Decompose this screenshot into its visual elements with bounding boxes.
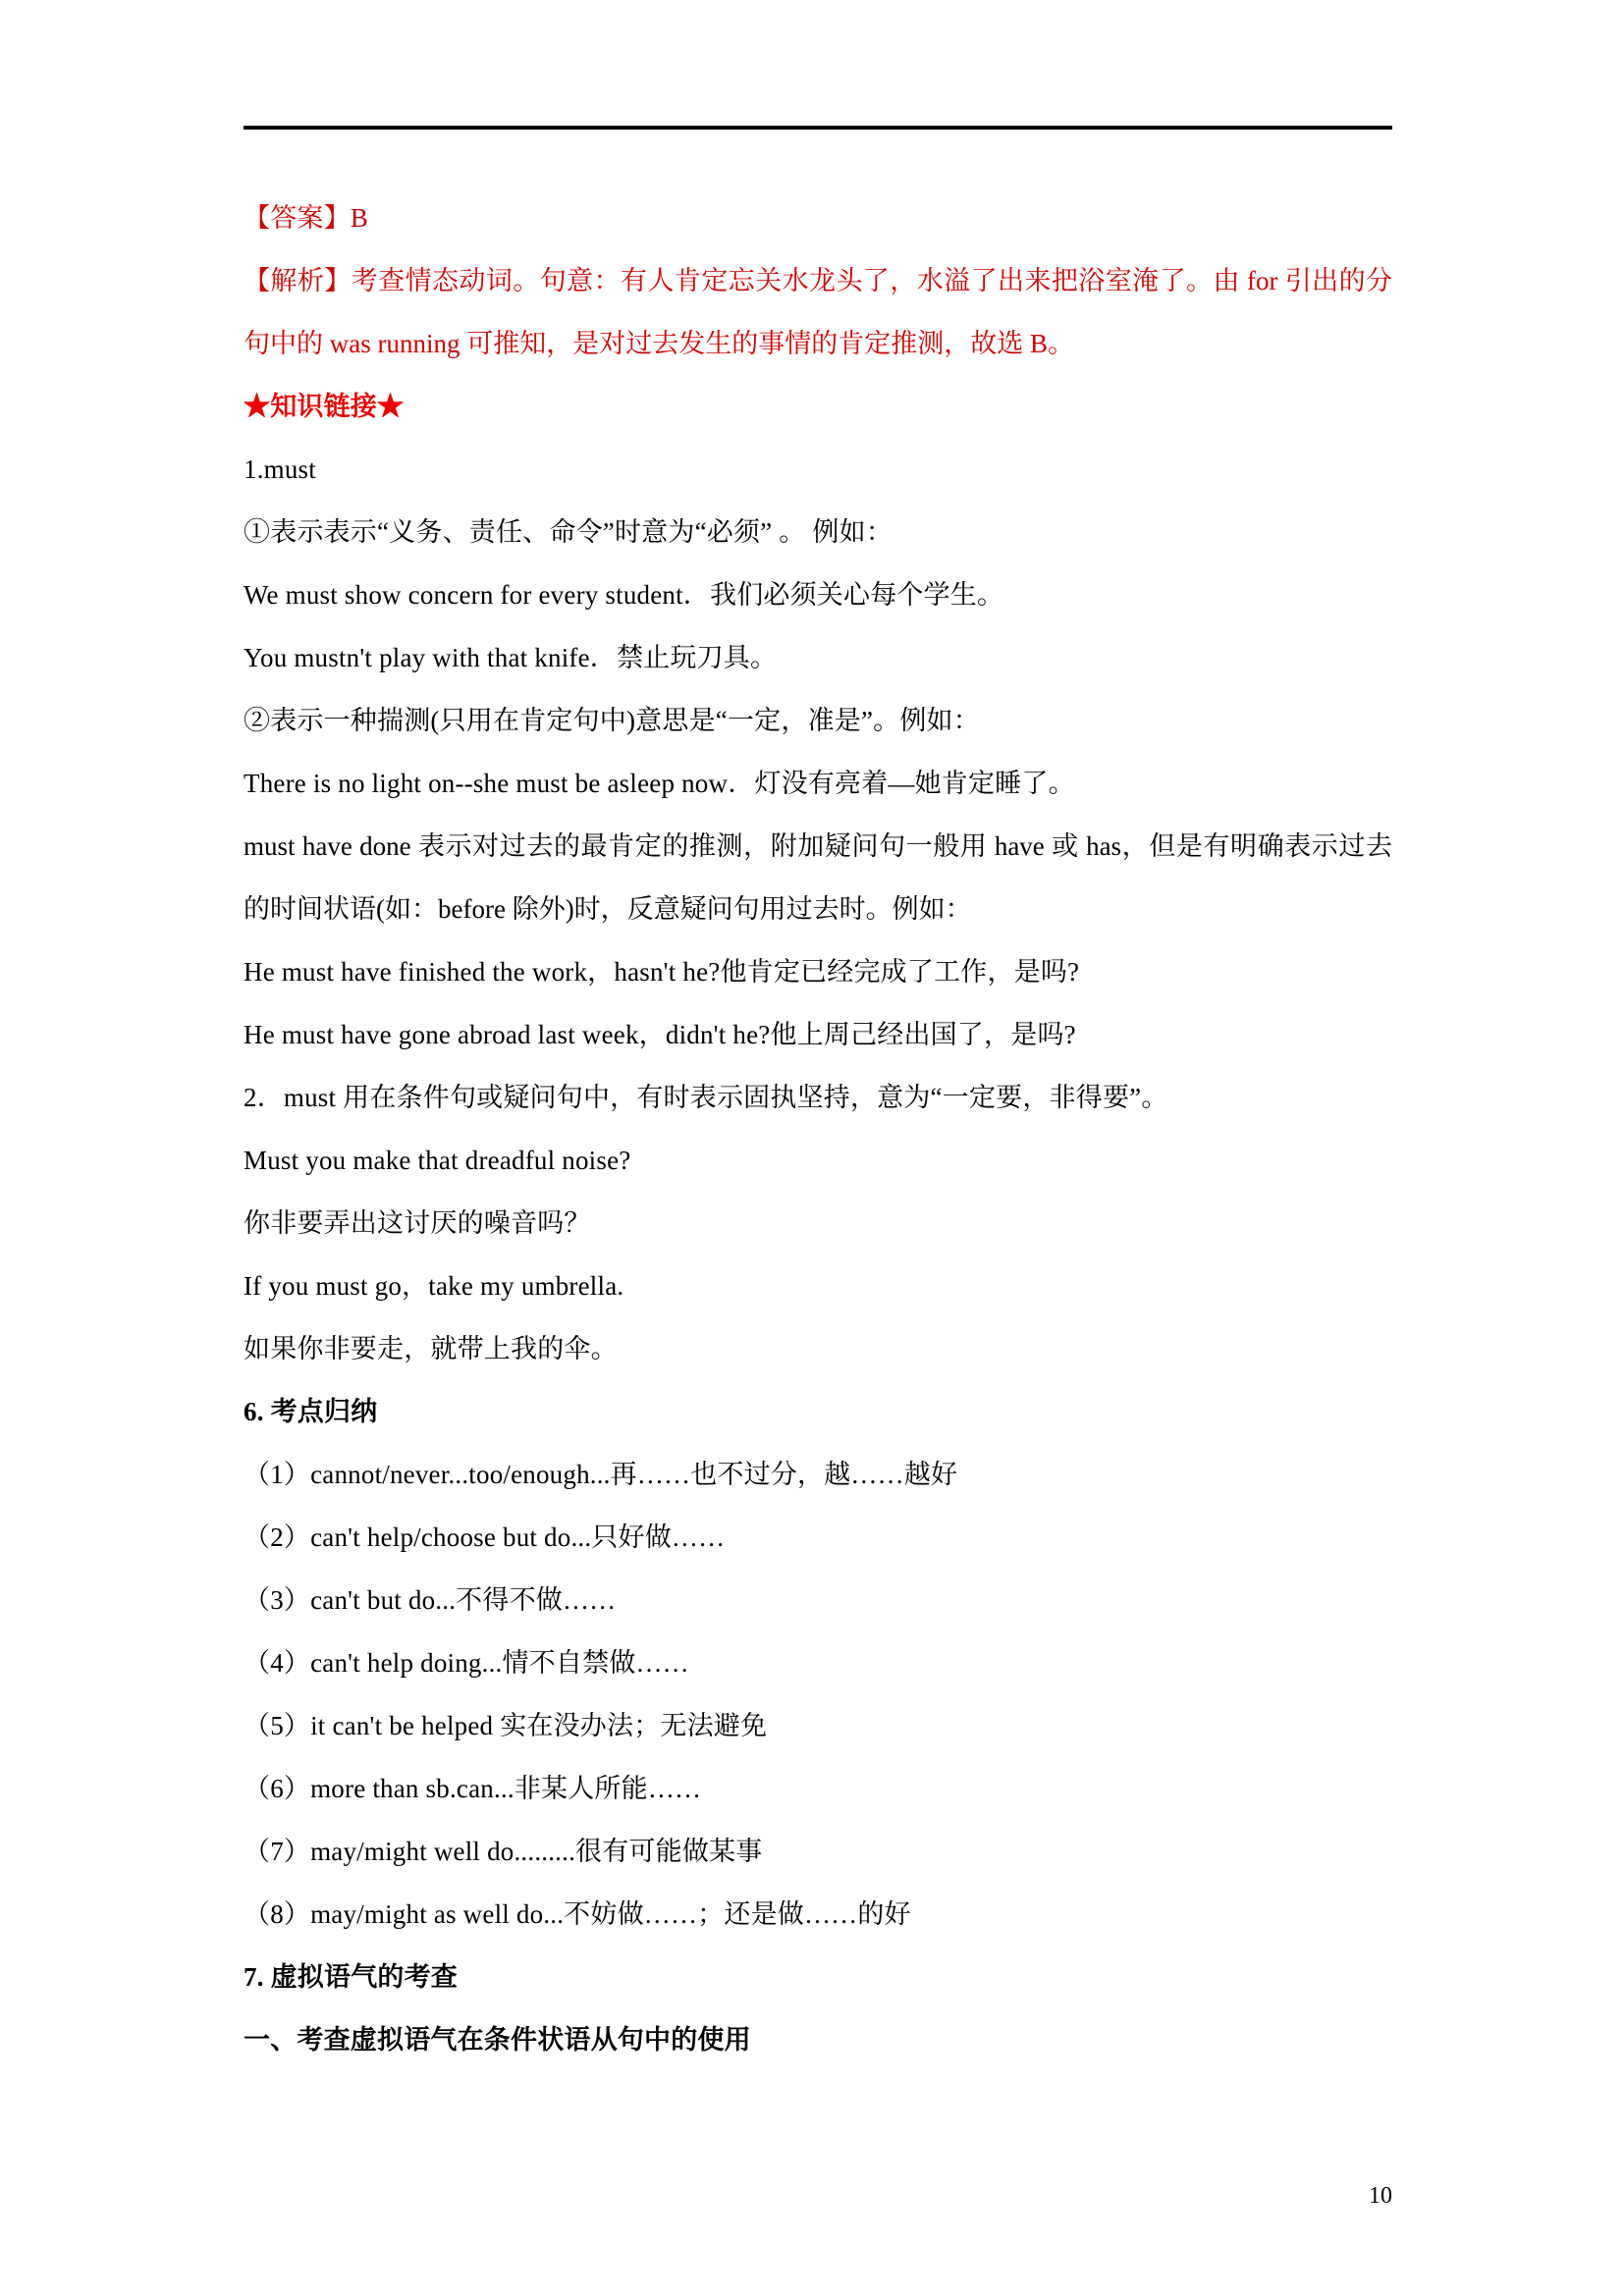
answer-line (244, 187, 1392, 249)
must-item-13: 如果你非要走，就带上我的伞。 (244, 1334, 618, 1363)
must-section-title: 1.must (244, 454, 316, 484)
must-item-11: 你非要弄出这讨厌的噪音吗？ (244, 1208, 591, 1238)
explanation-label: 【解析】 (244, 266, 352, 295)
header-divider (244, 126, 1392, 130)
knowledge-link-heading: ★知识链接★ (244, 392, 405, 421)
must-item-9: 2．must 用在条件句或疑问句中，有时表示固执坚持，意为“一定要，非得要”。 (244, 1083, 1168, 1112)
explanation-text: 考查情态动词。句意：有人肯定忘关水龙头了，水溢了出来把浴室淹了。由 for 引出的分句中的 was running 可推知，是对过去发生的事情的肯定推测，故选 B。 (244, 266, 1392, 358)
section-6-item-2: （2）can't help/choose but do...只好做…… (244, 1522, 726, 1552)
section-6-item-5: （5）it can't be helped 实在没办法；无法避免 (244, 1711, 768, 1740)
must-item-4: ②表示一种揣测(只用在肯定句中)意思是“一定，准是”。例如： (244, 706, 980, 735)
body-block (244, 187, 1392, 2071)
must-item-10: Must you make that dreadful noise? (244, 1146, 631, 1175)
section-7-heading: 7. 虚拟语气的考查 (244, 1962, 458, 1992)
section-7-subheading: 一、考查虚拟语气在条件状语从句中的使用 (244, 2025, 751, 2055)
must-item-5: There is no light on--she must be asleep now．灯没有亮着—她肯定睡了。 (244, 769, 1075, 798)
explanation-paragraph (244, 249, 1392, 375)
must-item-8: He must have gone abroad last week，didn't he?他上周己经出国了，是吗? (244, 1020, 1076, 1049)
must-item-7: He must have finished the work，hasn't he?他肯定已经完成了工作，是吗? (244, 957, 1080, 987)
must-item-2: We must show concern for every student．我们必须关心每个学生。 (244, 580, 1004, 610)
page-number: 10 (1369, 2183, 1392, 2209)
must-item-1: ①表示表示“义务、责任、命令”时意为“必须” 。 例如： (244, 517, 893, 547)
section-6-item-6: （6）more than sb.can...非某人所能…… (244, 1774, 702, 1803)
section-6-item-4: （4）can't help doing...情不自禁做…… (244, 1648, 689, 1678)
must-item-3: You mustn't play with that knife．禁止玩刀具。 (244, 643, 778, 672)
section-6-item-8: （8）may/might as well do...不妨做……；还是做……的好 (244, 1899, 911, 1929)
must-item-6: must have done 表示对过去的最肯定的推测，附加疑问句一般用 have 或 has，但是有明确表示过去的时间状语(如：before 除外)时，反意疑问句用过去时。例如： (244, 831, 1392, 924)
answer-label: 【答案】 (244, 203, 351, 233)
must-item-12: If you must go，take my umbrella. (244, 1271, 624, 1301)
page-content (244, 126, 1392, 2071)
section-6-item-1: （1）cannot/never...too/enough...再……也不过分，越……越好 (244, 1460, 958, 1489)
section-6-heading: 6. 考点归纳 (244, 1397, 378, 1426)
answer-value: B (350, 203, 369, 233)
section-6-item-7: （7）may/might well do.........很有可能做某事 (244, 1837, 763, 1866)
section-6-item-3: （3）can't but do...不得不做…… (244, 1585, 617, 1615)
